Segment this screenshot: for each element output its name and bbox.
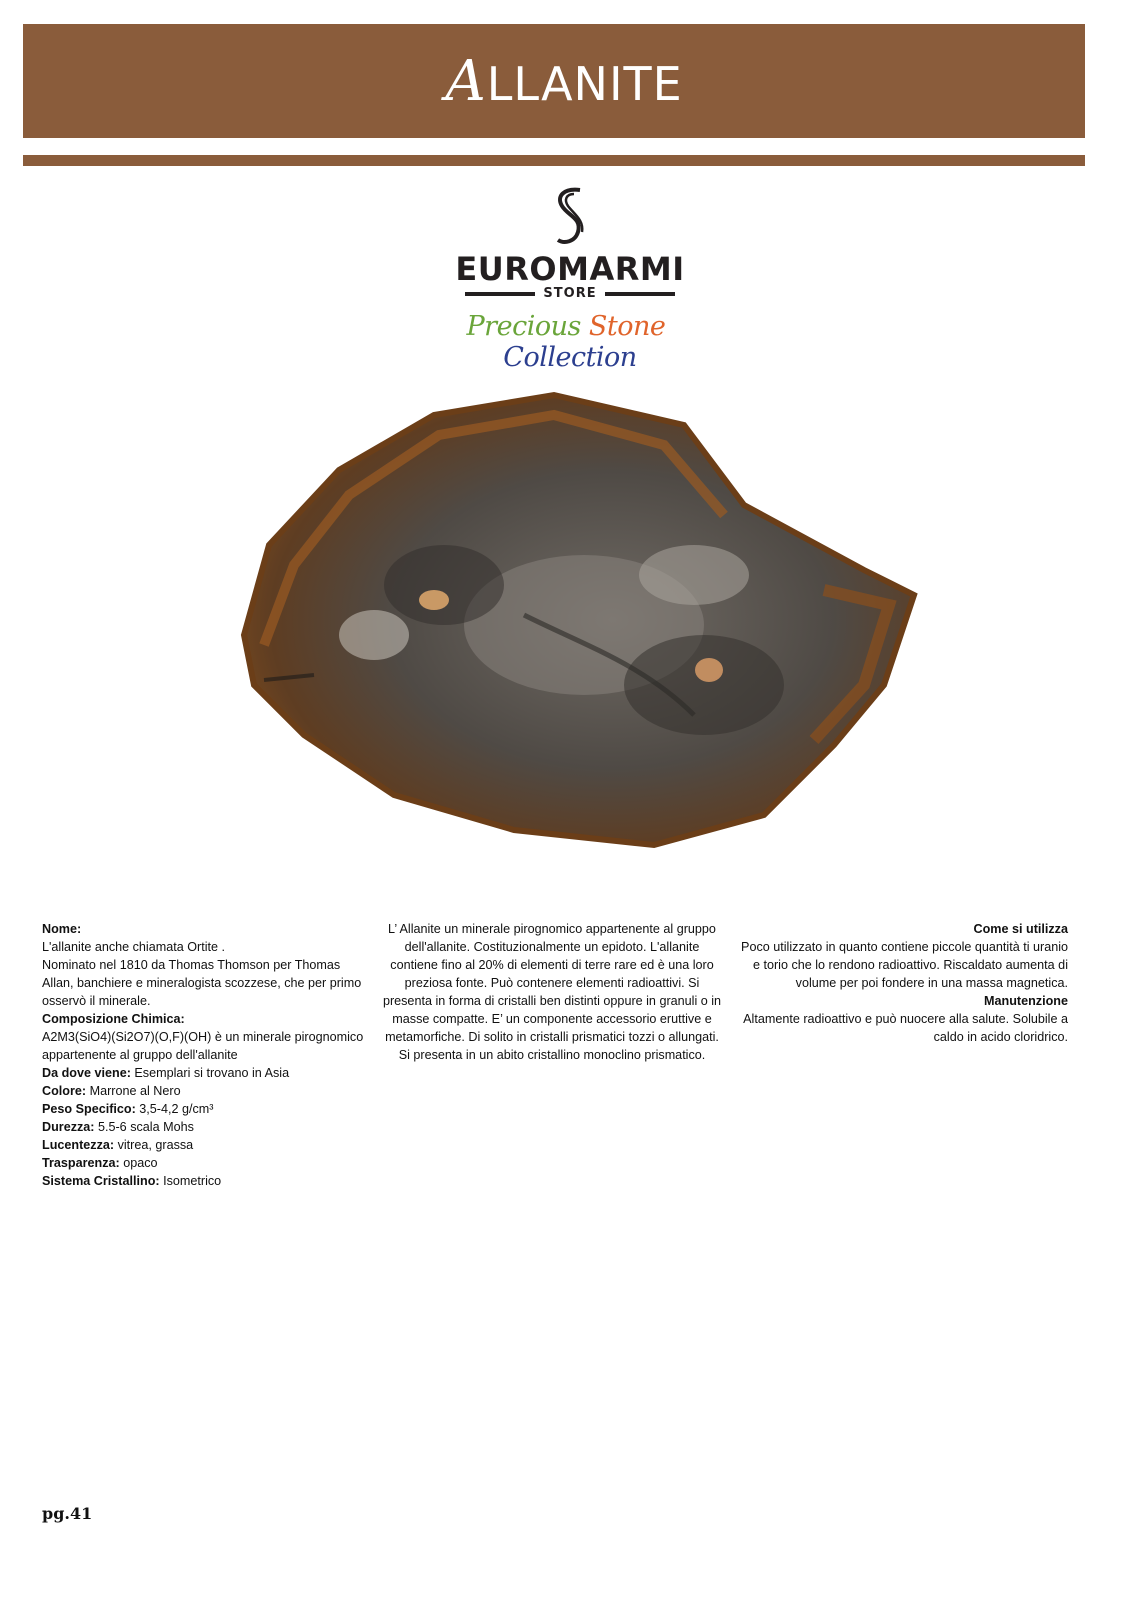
property-value: opaco	[123, 1156, 158, 1170]
property-line	[42, 1010, 372, 1028]
property-value: Isometrico	[163, 1174, 222, 1188]
title-rest: LLANITE	[486, 56, 683, 111]
property-label: Peso Specifico:	[42, 1102, 140, 1116]
description-text: L’ Allanite un minerale pirognomico appartenente al gruppo dell'allanite. Costituzionalmente un epidoto. L'allanite contiene fino al 20% di elementi di terre rare ed è una loro preziosa fonte. Può contenere elementi radioattivi. Si presenta in forma di cristalli ben distinti oppure in granuli o in masse compatte. E’ un componente accessorio eruttive e metamorfiche. Di solito in cristalli prismatici tozzi o allungati. Si presenta in un abito cristallino monoclino prismatico.	[382, 922, 722, 1062]
properties-column	[42, 920, 372, 1190]
property-line	[42, 1100, 372, 1118]
property-value: A2M3(SiO4)(Si2O7)(O,F)(OH) è un minerale pirognomico appartenente al gruppo dell'allanite	[42, 1030, 364, 1062]
brand-sub: STORE	[543, 286, 597, 301]
property-label: Trasparenza:	[42, 1156, 124, 1170]
property-value: L'allanite anche chiamata Ortite .	[42, 940, 226, 954]
property-label: Sistema Cristallino:	[42, 1174, 164, 1188]
tagline-word: Collection	[503, 342, 637, 373]
property-label: Composizione Chimica:	[42, 1012, 185, 1026]
property-line	[42, 1136, 372, 1154]
property-line	[42, 1118, 372, 1136]
property-value: 5.5-6 scala Mohs	[97, 1120, 194, 1134]
property-value: Marrone al Nero	[89, 1084, 181, 1098]
property-line	[42, 1082, 372, 1100]
property-line	[42, 1172, 372, 1190]
property-label: Durezza:	[42, 1120, 98, 1134]
property-label: Colore:	[42, 1084, 90, 1098]
page-number: pg.41	[42, 1504, 93, 1523]
divider-rule	[23, 155, 1085, 166]
property-label: Nome:	[42, 922, 82, 936]
usage-title: Come si utilizza	[973, 922, 1068, 936]
property-line	[42, 956, 372, 1010]
title-initial: A	[445, 48, 487, 114]
page-title	[445, 49, 682, 114]
tagline-word: Precious	[466, 311, 589, 342]
property-label: Lucentezza:	[42, 1138, 118, 1152]
property-line	[42, 1028, 372, 1064]
property-line	[42, 1064, 372, 1082]
brand-sub-row	[440, 286, 700, 301]
title-banner	[23, 24, 1085, 138]
maintenance-title: Manutenzione	[984, 994, 1068, 1008]
property-value: vitrea, grassa	[117, 1138, 194, 1152]
property-line	[42, 938, 372, 956]
property-label: Da dove viene:	[42, 1066, 135, 1080]
property-value: 3,5-4,2 g/cm³	[139, 1102, 214, 1116]
brand-bar-left	[465, 292, 535, 296]
usage-column	[735, 920, 1068, 1046]
brand-logo	[440, 186, 700, 373]
tagline-word: Stone	[588, 311, 674, 342]
usage-text: Poco utilizzato in quanto contiene piccole quantità ti uranio e torio che lo rendono radioattivo. Riscaldato aumenta di volume per poi fondere in una massa magnetica.	[741, 940, 1068, 990]
collection-tagline	[440, 311, 700, 373]
maintenance-text: Altamente radioattivo e può nuocere alla salute. Solubile a caldo in acido cloridrico.	[743, 1012, 1068, 1044]
property-line	[42, 920, 372, 938]
brand-bar-right	[605, 292, 675, 296]
property-value: Esemplari si trovano in Asia	[134, 1066, 290, 1080]
description-column	[382, 920, 722, 1064]
brand-name: EUROMARMI	[455, 250, 685, 288]
property-value: Nominato nel 1810 da Thomas Thomson per Thomas Allan, banchiere e mineralogista scozzese, che per primo osservò il minerale.	[42, 958, 362, 1008]
property-line	[42, 1154, 372, 1172]
ribbon-s-icon	[550, 186, 590, 248]
mineral-specimen-photo	[224, 385, 924, 855]
